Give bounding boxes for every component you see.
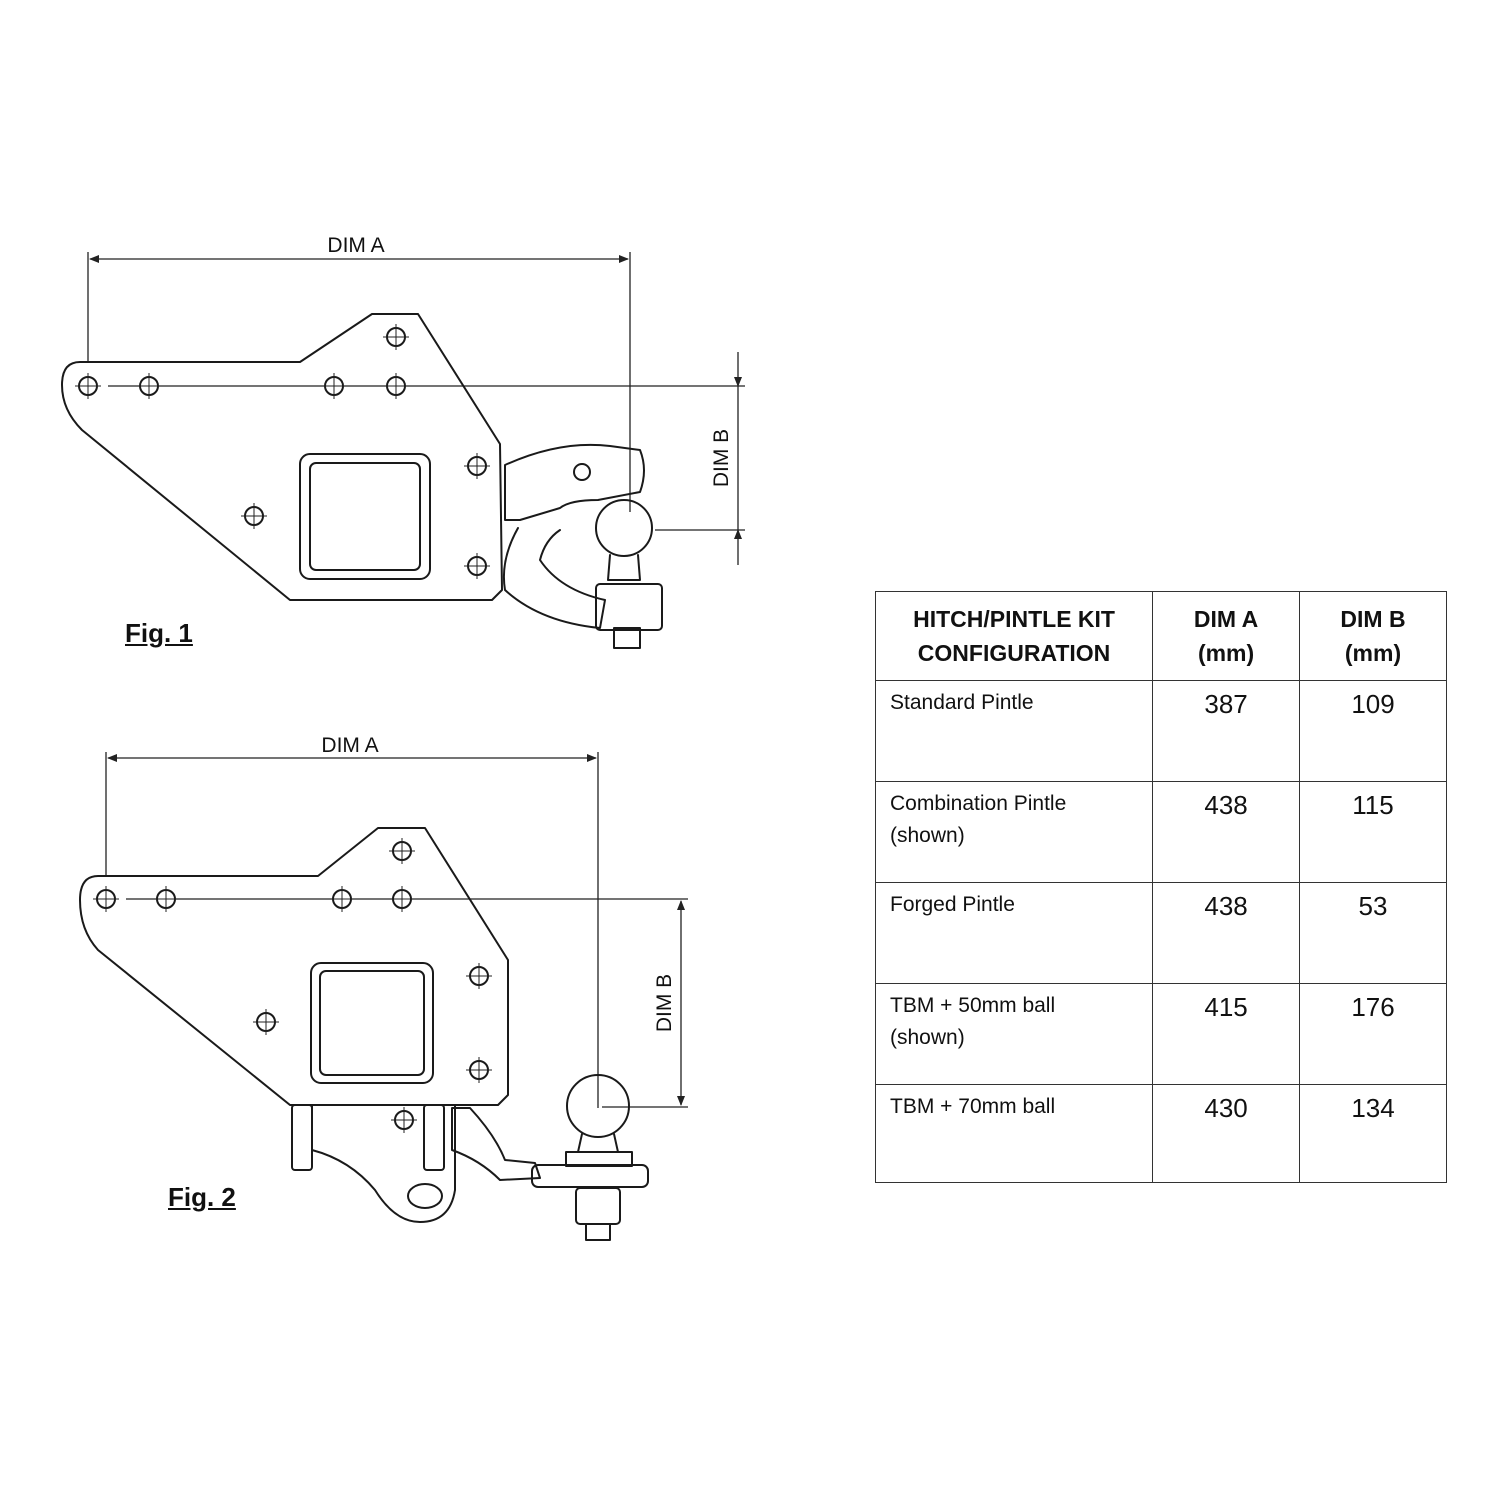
config-cell: TBM + 50mm ball (shown) (876, 984, 1153, 1085)
table-row (876, 782, 1447, 883)
fig2-hole (389, 886, 415, 912)
fig1-hole (383, 373, 409, 399)
fig1-dim-a-label: DIM A (327, 234, 385, 257)
config-cell: Standard Pintle (876, 681, 1153, 782)
dim-b-cell: 109 (1300, 681, 1447, 782)
header-configuration: HITCH/PINTLE KIT CONFIGURATION (876, 592, 1153, 681)
dim-b-cell: 53 (1300, 883, 1447, 984)
fig2-receiver-inner (320, 971, 424, 1075)
fig1-hole (136, 373, 162, 399)
table-row (876, 883, 1447, 984)
config-cell: Forged Pintle (876, 883, 1153, 984)
fig1-bracket-plate (62, 314, 502, 600)
dim-b-cell: 176 (1300, 984, 1447, 1085)
dim-a-cell: 415 (1153, 984, 1300, 1085)
fig1-receiver-outer (300, 454, 430, 579)
table-header-row (876, 592, 1447, 681)
table-row (876, 681, 1447, 782)
dim-a-cell: 438 (1153, 883, 1300, 984)
figure-2-drawing (80, 734, 688, 1240)
header-dim-b: DIM B (mm) (1300, 592, 1447, 681)
fig2-receiver-outer (311, 963, 433, 1083)
fig1-dim-a (88, 234, 630, 512)
fig2-hole (253, 1009, 279, 1035)
dim-a-cell: 430 (1153, 1085, 1300, 1183)
fig1-combination-pintle (504, 445, 662, 648)
dim-b-cell: 134 (1300, 1085, 1447, 1183)
fig1-receiver-inner (310, 463, 420, 570)
config-cell: TBM + 70mm ball (876, 1085, 1153, 1183)
fig2-hole (466, 1057, 492, 1083)
fig1-hole (241, 503, 267, 529)
fig2-hole (389, 838, 415, 864)
fig2-tow-ball-mount (452, 1075, 648, 1240)
fig1-dim-b-label: DIM B (710, 428, 733, 488)
dim-a-cell: 438 (1153, 782, 1300, 883)
dim-a-cell: 387 (1153, 681, 1300, 782)
fig1-hole (464, 453, 490, 479)
fig1-hole (383, 324, 409, 350)
fig2-dim-a (106, 734, 598, 1108)
config-cell: Combination Pintle (shown) (876, 782, 1153, 883)
header-dim-a: DIM A (mm) (1153, 592, 1300, 681)
table-row (876, 1085, 1447, 1183)
table-row (876, 984, 1447, 1085)
fig2-hole (153, 886, 179, 912)
fig2-hole (329, 886, 355, 912)
fig1-hole (464, 553, 490, 579)
fig-2-caption: Fig. 2 (168, 1182, 236, 1212)
dim-b-cell: 115 (1300, 782, 1447, 883)
fig2-hole (466, 963, 492, 989)
fig-1-caption: Fig. 1 (125, 618, 193, 648)
fig2-lower-mount (292, 1105, 455, 1222)
fig2-dim-b-label: DIM B (653, 973, 676, 1033)
fig1-hole (75, 373, 101, 399)
fig2-hole (93, 886, 119, 912)
fig1-dim-b (108, 352, 745, 565)
figure-1-drawing (62, 234, 745, 648)
fig2-dim-a-label: DIM A (321, 734, 379, 757)
fig2-hole (391, 1107, 417, 1133)
fig2-bracket-plate (80, 828, 508, 1105)
fig1-hole (321, 373, 347, 399)
kit-configuration-table (875, 591, 1447, 1183)
